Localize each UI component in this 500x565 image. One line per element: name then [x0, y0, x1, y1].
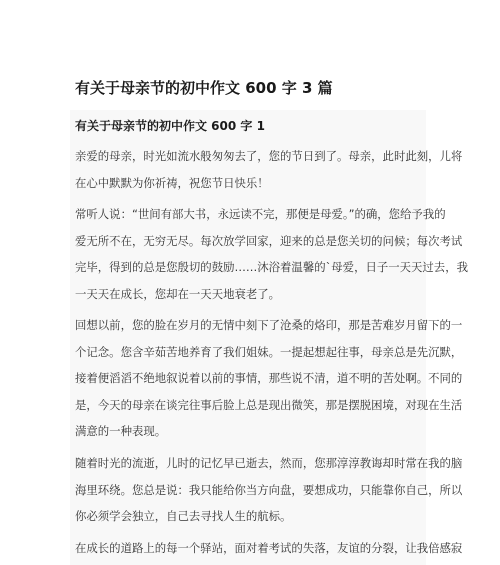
paragraph-line: 随着时光的流逝，儿时的记忆早已逝去，然而，您那淳淳教诲却时常在我的脑 [75, 456, 463, 470]
paragraph-line: 在心中默默为你祈祷，祝您节日快乐！ [75, 175, 269, 190]
paragraph-1 [75, 143, 463, 196]
paragraph-line: 完毕，得到的总是您殷切的鼓励……沐浴着温馨的`母爱，日子一天天过去，我 [75, 260, 468, 274]
paragraph-line: 个记念。您含辛茹苦地养育了我们姐妹。一提起想起往事，母亲总是先沉默， [75, 344, 463, 359]
paragraph-2 [75, 201, 468, 307]
paragraph-line: 满意的一种表现。 [75, 424, 167, 438]
paragraph-line: 接着便滔滔不绝地叙说着以前的事情，那些说不清，道不明的苦处啊。不同的 [75, 371, 463, 385]
paragraph-line: 你必须学会独立，自己去寻找人生的航标。 [75, 509, 292, 523]
paragraph-5 [75, 535, 463, 562]
section-title: 有关于母亲节的初中作文 600 字 1 [75, 119, 265, 133]
paragraph-line: 亲爱的母亲，时光如流水般匆匆去了，您的节日到了。母亲，此时此刻，儿将 [75, 149, 463, 163]
paragraph-line: 是，今天的母亲在谈完往事后脸上总是现出微笑，那是摆脱困境，对现在生活 [75, 397, 463, 412]
paragraph-line: 海里环绕。您总是说：我只能给你当方向盘，要想成功，只能靠你自己，所以 [75, 482, 463, 497]
paragraph-line: 常听人说：“世间有部大书，永远读不完，那便是母爱。”的确，您给予我的 [75, 207, 446, 221]
page-title: 有关于母亲节的初中作文 600 字 3 篇 [75, 79, 333, 97]
paragraph-line: 回想以前，您的脸在岁月的无情中刻下了沧桑的烙印，那是苦难岁月留下的一 [75, 318, 463, 332]
paragraph-line: 一天天在成长，您却在一天天地衰老了。 [75, 286, 281, 301]
paragraph-line: 在成长的道路上的每一个驿站，面对着考试的失落，友谊的分裂，让我倍感寂 [75, 541, 463, 555]
paragraph-4 [75, 450, 463, 530]
paragraph-line: 爱无所不在，无穷无尽。每次放学回家，迎来的总是您关切的问候；每次考试 [75, 233, 463, 248]
paragraph-3 [75, 312, 463, 445]
